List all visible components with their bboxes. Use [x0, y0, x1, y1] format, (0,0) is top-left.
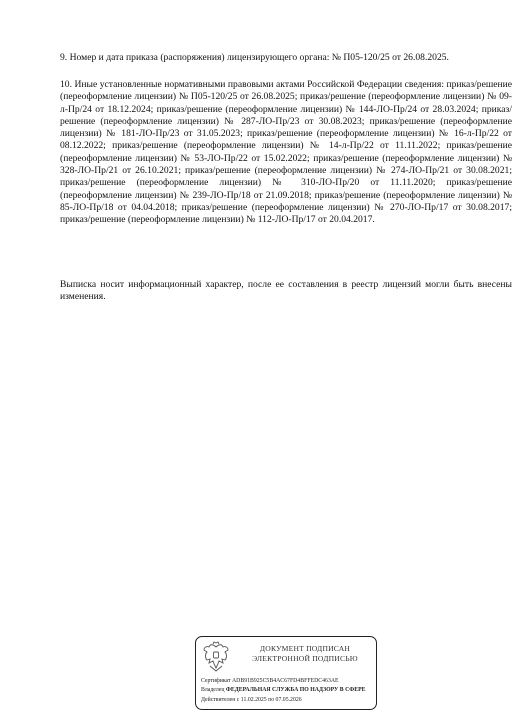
signature-certificate [201, 678, 339, 684]
item-9-order-number: 9. Номер и дата приказа (распоряжения) лицензирующего органа: № П05-120/25 от 26.08.2025. [60, 52, 449, 63]
signature-title-line1: ДОКУМЕНТ ПОДПИСАН [259, 644, 351, 653]
owner-label: Владелец [201, 687, 225, 693]
owner-value: ФЕДЕРАЛЬНАЯ СЛУЖБА ПО НАДЗОРУ В СФЕРЕ [225, 687, 366, 693]
coat-of-arms-icon [201, 641, 231, 673]
item-10-other-info: 10. Иные установленные нормативными правовыми актами Российской Федерации сведения: приказ/решение (переоформление лицензии) № П05-120/25 от 26.08.2025; приказ/решение (переоформление лицензии) № 09-л-Пр/24 от 18.12.2024; приказ/решение (переоформление лицензии) № 144-ЛО-Пр/24 от 28.03.2024; приказ/решение (переоформление лицензии) № 287-ЛО-Пр/23 от 30.08.2023; приказ/решение (переоформление лицензии) № 181-ЛО-Пр/23 от 31.05.2023; приказ/решение (переоформление лицензии) № 16-л-Пр/22 от 08.12.2022; приказ/решение (переоформление лицензии) № 14-л-Пр/22 от 11.11.2022; приказ/решение (переоформление лицензии) № 53-ЛО-Пр/22 от 15.02.2022; приказ/решение (переоформление лицензии) № 328-ЛО-Пр/21 от 26.10.2021; приказ/решение (переоформление лицензии) № 274-ЛО-Пр/21 от 30.08.2021; приказ/решение (переоформление лицензии) № 310-ЛО-Пр/20 от 11.11.2020; приказ/решение (переоформление лицензии) № 239-ЛО-Пр/18 от 21.09.2018; приказ/решение (переоформление лицензии) № 85-ЛО-Пр/18 от 04.04.2018; приказ/решение (переоформление лицензии) № 270-ЛО-Пр/17 от 30.08.2017; приказ/решение (переоформление лицензии) № 112-ЛО-Пр/17 от 20.04.2017. [60, 79, 512, 226]
signature-title [236, 644, 374, 664]
certificate-label: Сертификат [201, 678, 231, 684]
signature-title-line2: ЭЛЕКТРОННОЙ ПОДПИСЬЮ [252, 654, 358, 663]
signature-validity: Действителен с 11.02.2025 по 07.05.2026 [201, 697, 302, 703]
signature-owner [201, 687, 366, 693]
disclaimer-note: Выписка носит информационный характер, после ее составления в реестр лицензий могли быть внесены изменения. [60, 279, 512, 303]
electronic-signature-stamp [195, 636, 377, 710]
certificate-value: ADB91B925C5B4AC67FD4BFFEDC463AE [231, 678, 339, 684]
